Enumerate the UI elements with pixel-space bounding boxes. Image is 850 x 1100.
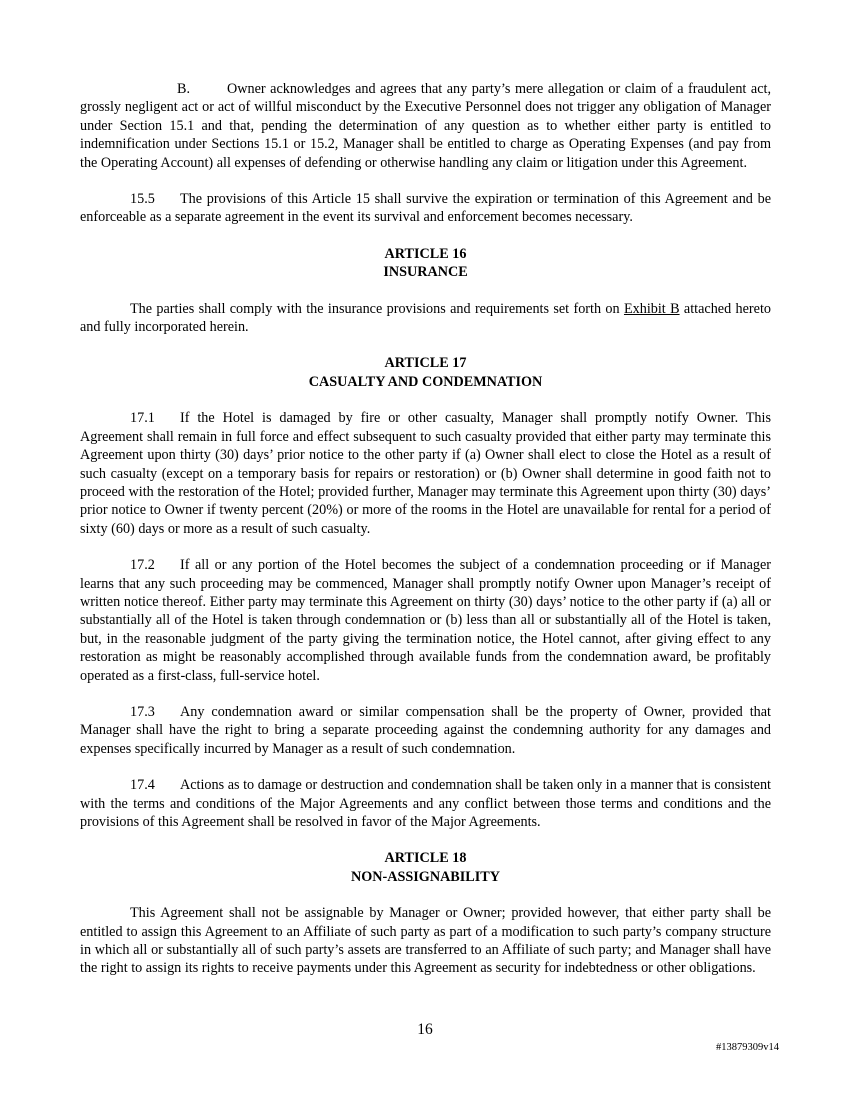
- article-17-heading: [80, 354, 771, 391]
- exhibit-b-link[interactable]: Exhibit B: [623, 300, 680, 317]
- article-text: The parties shall comply with the insurance provisions and requirements set forth on: [130, 300, 624, 317]
- section-17-2: [80, 556, 771, 685]
- section-number: 17.4: [130, 777, 155, 794]
- section-15-5: [80, 190, 771, 227]
- article-title: NON-ASSIGNABILITY: [350, 868, 500, 885]
- article-16-body: [80, 300, 771, 337]
- article-number: ARTICLE 17: [384, 355, 467, 372]
- document-id: #13879309v14: [716, 1042, 779, 1053]
- section-17-1: [80, 409, 771, 538]
- article-title: CASUALTY AND CONDEMNATION: [308, 373, 543, 390]
- section-17-4: [80, 776, 771, 831]
- document-page: [80, 80, 771, 996]
- article-18-body: This Agreement shall not be assignable by Manager or Owner; provided however, that either party shall be entitled to assign this Agreement to an Affiliate of such party as part of a modification to such party’s company structure in which all or substantially all of such party’s assets are transferred to an Affiliate of such party; and Manager shall have the right to assign its rights to receive payments under this Agreement as security for indebtedness or other obligations.: [80, 905, 771, 977]
- article-number: ARTICLE 16: [384, 245, 467, 262]
- page-number: 16: [417, 1021, 433, 1038]
- section-number: 17.1: [130, 410, 155, 427]
- section-number: 17.3: [130, 703, 155, 720]
- paragraph-text: Owner acknowledges and agrees that any party’s mere allegation or claim of a fraudulent act, grossly negligent act or act of willful misconduct by the Executive Personnel does not trigger any obligation of Manager under Section 15.1 and that, pending the determination of any question as to whether either party is entitled to indemnification under Sections 15.1 or 15.2, Manager shall be entitled to charge as Operating Expenses (and pay from the Operating Account) all expenses of defending or otherwise handling any claim or litigation under this Agreement.: [80, 81, 771, 171]
- section-text: The provisions of this Article 15 shall survive the expiration or termination of this Agreement and be enforceable as a separate agreement in the event its survival and enforcement becomes necessary.: [80, 191, 771, 226]
- article-number: ARTICLE 18: [384, 850, 467, 867]
- section-text: If all or any portion of the Hotel becomes the subject of a condemnation proceeding or if Manager learns that any such proceeding may be commenced, Manager shall promptly notify Owner upon Manager’s receipt of written notice thereof. Either party may terminate this Agreement on thirty (30) days’ notice to the other party if (a) all or substantially all of the Hotel is taken through condemnation or (b) less than all or substantially all of the Hotel is taken, but, in the reasonable judgment of the party giving the termination notice, the Hotel cannot, after giving effect to any restoration as might be reasonably accomplished through available funds from the condemnation award, be profitably operated as a first-class, full-service hotel.: [80, 557, 771, 684]
- article-18-heading: [80, 849, 771, 886]
- section-17-3: [80, 703, 771, 758]
- section-text: Actions as to damage or destruction and condemnation shall be taken only in a manner that is consistent with the terms and conditions of the Major Agreements and any conflict between those terms and conditions and the provisions of this Agreement shall be resolved in favor of the Major Agreements.: [80, 777, 771, 830]
- section-number: 15.5: [130, 191, 155, 208]
- article-16-heading: [80, 245, 771, 282]
- section-number: 17.2: [130, 557, 155, 574]
- paragraph-letter: B.: [177, 81, 191, 97]
- article-title: INSURANCE: [383, 264, 468, 281]
- section-text: Any condemnation award or similar compensation shall be the property of Owner, provided that Manager shall have the right to bring a separate proceeding against the condemning authority for any damages and expenses specifically incurred by Manager as a result of such condemnation.: [80, 703, 771, 757]
- article-text: attached hereto and fully incorporated herein.: [80, 300, 771, 336]
- section-text: If the Hotel is damaged by fire or other casualty, Manager shall promptly notify Owner. This Agreement shall remain in full force and effect subsequent to such casualty provided that either party may terminate this Agreement upon thirty (30) days’ prior notice to the other party if (a) Owner shall elect to close the Hotel as a result of such casualty (except on a temporary basis for repairs or restoration) or (b) Owner shall determine in good faith not to proceed with the restoration of the Hotel; provided further, Manager may terminate this Agreement upon thirty (30) days’ prior notice to Owner if twenty percent (20%) or more of the rooms in the Hotel are unavailable for rental for a period of sixty (60) days or more as a result of such casualty.: [80, 410, 771, 537]
- paragraph-b: [80, 80, 771, 172]
